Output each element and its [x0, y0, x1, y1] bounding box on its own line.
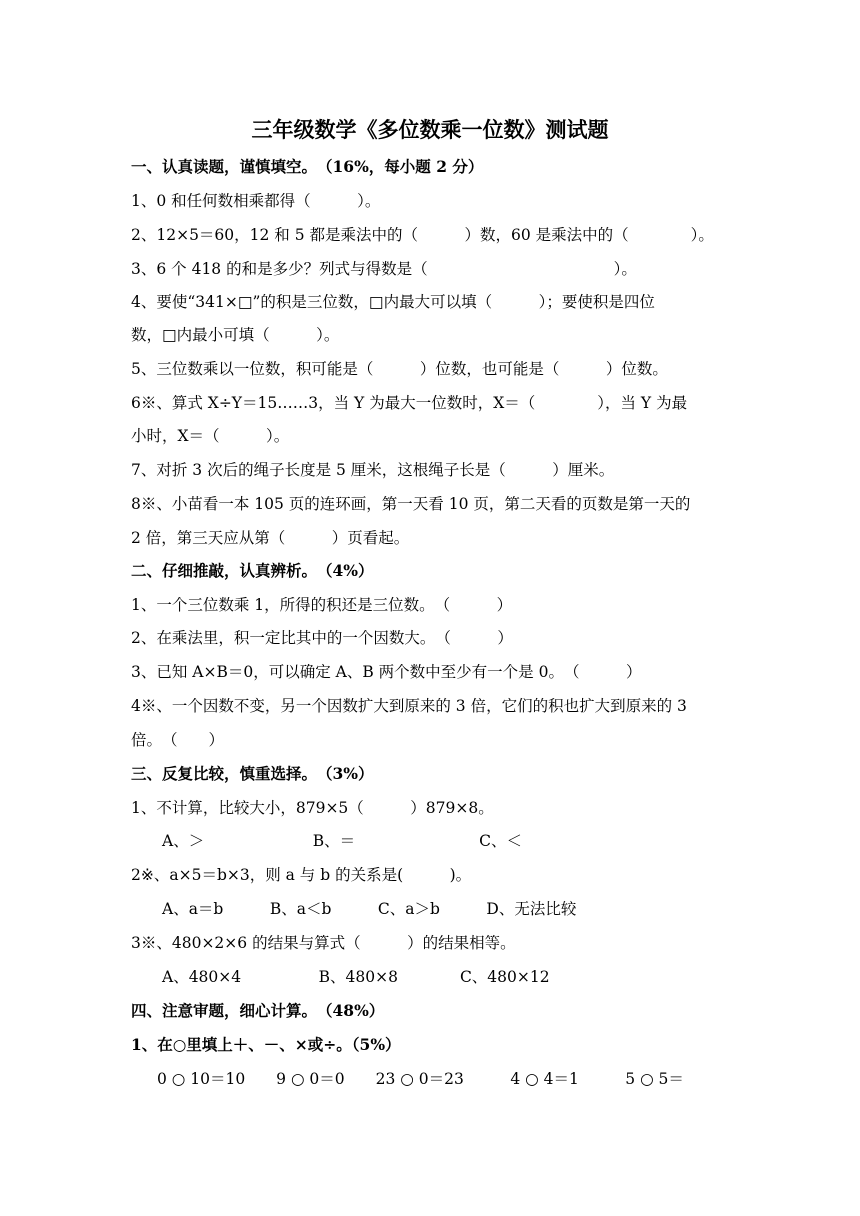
section-4-heading: 四、注意审题，细心计算。 （48%）: [131, 1001, 385, 1020]
question-line: 1、不计算，比较大小，879×5（ ）879×8。: [131, 799, 494, 817]
question-line: 2※、a×5＝b×3，则 a 与 b 的关系是( )。: [131, 866, 472, 884]
choice-line: A、＞ B、＝ C、＜: [162, 832, 522, 850]
choice-line: A、a＝b B、a＜b C、a＞b D、无法比较: [162, 900, 577, 918]
choice-line: A、480×4 B、480×8 C、480×12: [162, 968, 550, 986]
question-line: 3※、480×2×6 的结果与算式（ ）的结果相等。: [131, 934, 516, 952]
question-line: 6※、算式 X÷Y＝15……3，当 Y 为最大一位数时，X＝（ ），当 Y 为最: [131, 394, 688, 412]
page-title: 三年级数学《多位数乘一位数》测试题: [251, 117, 609, 142]
question-line: 2、在乘法里，积一定比其中的一个因数大。 （ ）: [131, 629, 513, 647]
question-line: 5、三位数乘以一位数，积可能是（ ）位数，也可能是（ ）位数。: [131, 360, 668, 378]
question-line: 4※、一个因数不变，另一个因数扩大到原来的 3 倍，它们的积也扩大到原来的 3: [131, 697, 687, 715]
question-line: 8※、小苗看一本 105 页的连环画，第一天看 10 页，第二天看的页数是第一天的: [131, 495, 691, 513]
question-line: 小时，X＝（ ）。: [131, 427, 290, 445]
question-line: 1、0 和任何数相乘都得（ ）。: [131, 192, 381, 210]
question-line: 倍。 （ ）: [131, 731, 225, 749]
question-line: 2、12×5＝60，12 和 5 都是乘法中的（ ）数，60 是乘法中的（ ）。: [131, 226, 714, 244]
question-line: 4、要使“341×□”的积是三位数，□内最大可以填（ ）；要使积是四位: [131, 293, 655, 311]
section-3-heading: 三、反复比较，慎重选择。 （3%）: [131, 764, 374, 783]
section-1-heading: 一、认真读题，谨慎填空。 （16%，每小题 2 分）: [131, 157, 484, 176]
question-line: 1、一个三位数乘 1，所得的积还是三位数。 （ ）: [131, 596, 513, 614]
question-line: 数，□内最小可填（ ）。: [131, 326, 340, 344]
calculation-line: 0 ○ 10＝10 9 ○ 0＝0 23 ○ 0＝23 4 ○ 4＝1 5 ○ 5＝: [157, 1070, 684, 1088]
question-line: 3、已知 A×B＝0，可以确定 A、B 两个数中至少有一个是 0。 （ ）: [131, 663, 642, 681]
subsection-heading: 1、在○里填上＋、－、×或÷。（5%）: [131, 1035, 401, 1054]
question-line: 2 倍，第三天应从第（ ）页看起。: [131, 529, 410, 547]
question-line: 7、对折 3 次后的绳子长度是 5 厘米，这根绳子长是（ ）厘米。: [131, 461, 615, 479]
section-2-heading: 二、仔细推敲，认真辨析。 （4%）: [131, 561, 374, 580]
question-line: 3、6 个 418 的和是多少？列式与得数是（ ）。: [131, 260, 637, 278]
